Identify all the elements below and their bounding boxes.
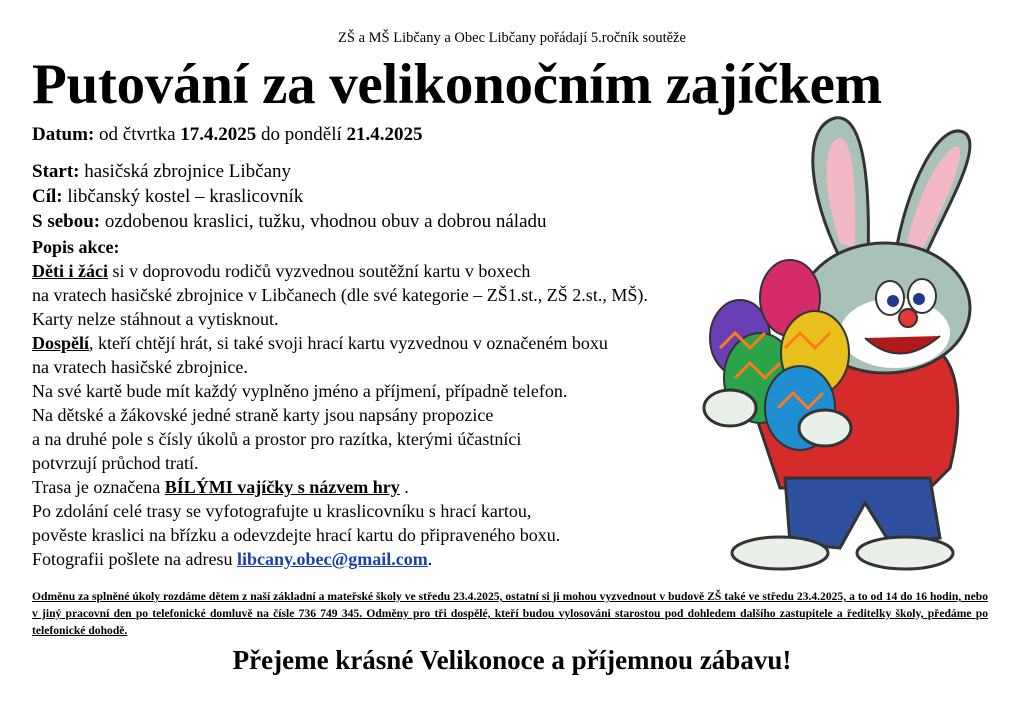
rules-line-3: potvrzují průchod tratí. [32,453,199,473]
email-link[interactable]: libcany.obec@gmail.com [236,549,428,569]
finish-line [32,186,303,208]
start-line [32,161,291,183]
adults-text: , kteří chtějí hrát, si také svoji hrací kartu vyzvednou v označeném boxu [89,333,608,353]
reward-note: Odměnu za splněné úkoly rozdáme dětem z naší základní a mateřské školy ve středu 23.4.2025, ostatní si ji mohou vyzvednout v budově ZŠ také ve středu 23.4.2025, a to od 14 do 16 hodin, nebo v jiný pracovní den po telefonické domluvě na čísle 736 749 345. Odměny pro tři dospělé, kteří budou vylosováni starostou pod dohledem dalšího zastupitele a ředitelky školy, předáme po telefonické dohodě. [32,590,988,637]
date-to: 21.4.2025 [346,124,423,145]
start-value: hasičská zbrojnice Libčany [79,161,292,182]
route-text: Trasa je označena [32,477,165,497]
easter-bunny-illustration [690,108,990,578]
bring-value: ozdobenou kraslici, tužku, vhodnou obuv a dobrou náladu [100,211,547,232]
date-from: 17.4.2025 [180,124,257,145]
bring-line [32,211,547,233]
route-line [32,476,409,498]
rules-line-1: Na dětské a žákovské jedné straně karty jsou napsány propozice [32,405,494,425]
photo-end: . [427,549,433,569]
adults-line-1 [32,332,608,354]
rules-line-2: a na druhé pole s čísly úkolů a prostor pro razítka, kterými účastníci [32,429,522,449]
date-label: Datum: [32,124,95,145]
photo-text: Fotografii pošlete na adresu [32,549,237,569]
date-line [32,124,423,146]
date-to-text: do pondělí [256,124,347,145]
adults-label: Dospělí [32,333,90,353]
finish-instructions-2: pověste kraslici na břízku a odevzdejte hrací kartu do připraveného boxu. [32,525,561,545]
date-from-text: od čtvrtka [94,124,181,145]
kids-line-2: na vratech hasičské zbrojnice v Libčanech (dle své kategorie – ZŠ1.st., ZŠ 2.st., MŠ). [32,285,648,305]
card-line: Na své kartě bude mít každý vyplněno jméno a příjmení, případně telefon. [32,381,568,401]
kids-text: si v doprovodu rodičů vyzvednou soutěžní kartu v boxech [107,261,531,281]
finish-value: libčanský kostel – kraslicovník [62,186,304,207]
finish-label: Cíl: [32,186,63,207]
kids-label: Děti i žáci [32,261,108,281]
description-heading: Popis akce: [32,237,120,257]
closing-wish: Přejeme krásné Velikonoce a příjemnou zábavu! [232,645,792,675]
bring-label: S sebou: [32,211,101,232]
organizers-line: ZŠ a MŠ Libčany a Obec Libčany pořádají 5.ročník soutěže [338,30,686,46]
finish-instructions-1: Po zdolání celé trasy se vyfotografujte u kraslicovníku s hrací kartou, [32,501,532,521]
page-title: Putování za velikonočním zajíčkem [32,53,882,116]
kids-line-3: Karty nelze stáhnout a vytisknout. [32,309,279,329]
start-label: Start: [32,161,80,182]
route-end: . [399,477,409,497]
adults-line-2: na vratech hasičské zbrojnice. [32,357,248,377]
kids-line-1 [32,260,530,282]
route-marked: BÍLÝMI vajíčky s názvem hry [164,477,400,497]
photo-line [32,548,432,570]
